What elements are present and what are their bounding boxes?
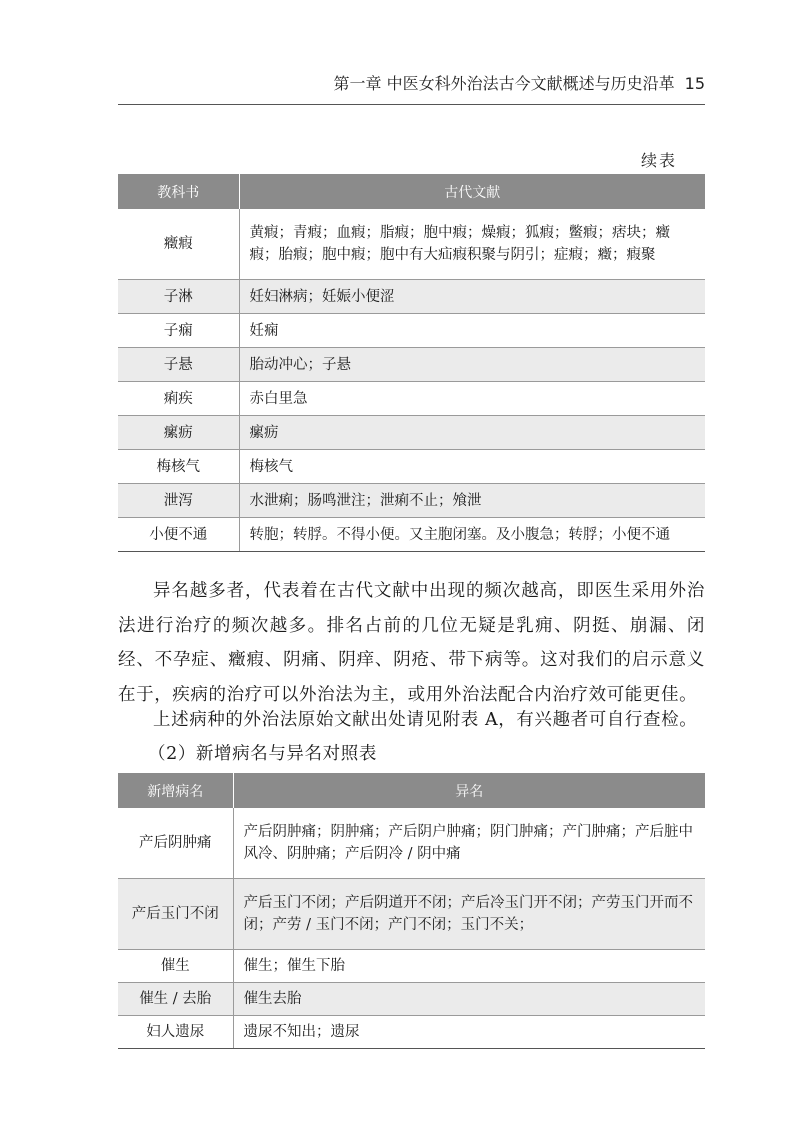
alias-cell: 赤白里急 — [239, 382, 705, 416]
table-row — [118, 518, 705, 552]
disease-name-cell: 子悬 — [118, 348, 239, 382]
column-header-aliases: 异名 — [233, 773, 705, 808]
alias-cell: 产后阴肿痛；阴肿痛；产后阴户肿痛；阴门肿痛；产门肿痛；产后脏中风冷、阴肿痛；产后阴冷 / 阴中痛 — [233, 808, 705, 879]
disease-name-cell: 泄泻 — [118, 484, 239, 518]
alias-cell: 妊妇淋病；妊娠小便涩 — [239, 280, 705, 314]
disease-name-cell: 子淋 — [118, 280, 239, 314]
table-row — [118, 484, 705, 518]
disease-name-cell: 子痫 — [118, 314, 239, 348]
table-row — [118, 348, 705, 382]
chapter-title: 第一章 中医女科外治法古今文献概述与历史沿革 — [333, 74, 675, 93]
table-row — [118, 280, 705, 314]
alias-cell: 妊痫 — [239, 314, 705, 348]
disease-name-cell: 催生 / 去胎 — [118, 983, 233, 1016]
column-header-ancient-literature: 古代文献 — [239, 174, 705, 209]
table-row — [118, 808, 705, 879]
table-row — [118, 450, 705, 484]
continuation-label: 续表 — [640, 151, 677, 170]
column-header-new-disease: 新增病名 — [118, 773, 233, 808]
disease-name-cell: 痢疾 — [118, 382, 239, 416]
alias-cell: 催生；催生下胎 — [233, 950, 705, 983]
alias-cell: 产后玉门不闭；产后阴道开不闭；产后冷玉门开不闭；产劳玉门开而不闭；产劳 / 玉门不闭；产门不闭；玉门不关； — [233, 879, 705, 950]
table-row — [118, 416, 705, 450]
table-row — [118, 950, 705, 983]
table-row — [118, 879, 705, 950]
disease-name-cell: 梅核气 — [118, 450, 239, 484]
disease-name-cell: 产后玉门不闭 — [118, 879, 233, 950]
disease-name-cell: 催生 — [118, 950, 233, 983]
disease-name-cell: 癥瘕 — [118, 209, 239, 280]
table-textbook-vs-ancient — [118, 174, 705, 552]
disease-name-cell: 小便不通 — [118, 518, 239, 552]
table-new-disease-aliases — [118, 773, 705, 1049]
table-row — [118, 314, 705, 348]
column-header-textbook: 教科书 — [118, 174, 239, 209]
table-row — [118, 382, 705, 416]
disease-name-cell: 瘰疬 — [118, 416, 239, 450]
body-paragraph: 异名越多者，代表着在古代文献中出现的频次越高，即医生采用外治法进行治疗的频次越多。排名占前的几位无疑是乳痈、阴挺、崩漏、闭经、不孕症、癥瘕、阴痛、阴痒、阴疮、带下病等。这对我们的启示意义在于，疾病的治疗可以外治法为主，或用外治法配合内治疗效可能更佳。 — [118, 581, 705, 705]
disease-name-cell: 妇人遗尿 — [118, 1016, 233, 1049]
alias-cell: 胎动冲心；子悬 — [239, 348, 705, 382]
alias-cell: 瘰疬 — [239, 416, 705, 450]
body-paragraph: 上述病种的外治法原始文献出处请见附表 A，有兴趣者可自行查检。 — [153, 710, 698, 730]
page-number: 15 — [684, 74, 705, 93]
alias-cell: 转胞；转脬。不得小便。又主胞闭塞。及小腹急；转脬；小便不通 — [239, 518, 705, 552]
table-row — [118, 983, 705, 1016]
header-rule — [118, 104, 705, 105]
section-subheading: （2）新增病名与异名对照表 — [148, 744, 377, 764]
alias-cell: 催生去胎 — [233, 983, 705, 1016]
alias-cell: 梅核气 — [239, 450, 705, 484]
table-row — [118, 209, 705, 280]
alias-cell: 遗尿不知出；遗尿 — [233, 1016, 705, 1049]
table-row — [118, 1016, 705, 1049]
disease-name-cell: 产后阴肿痛 — [118, 808, 233, 879]
alias-cell: 水泄痢；肠鸣泄注；泄痢不止；飧泄 — [239, 484, 705, 518]
alias-cell: 黄瘕；青瘕；血瘕；脂瘕；胞中瘕；燥瘕；狐瘕；鳖瘕；痞块；癥瘕；胎瘕；胞中瘕；胞中有大疝瘕积聚与阴引；症瘕；癥；瘕聚 — [239, 209, 705, 280]
running-header — [120, 70, 705, 98]
